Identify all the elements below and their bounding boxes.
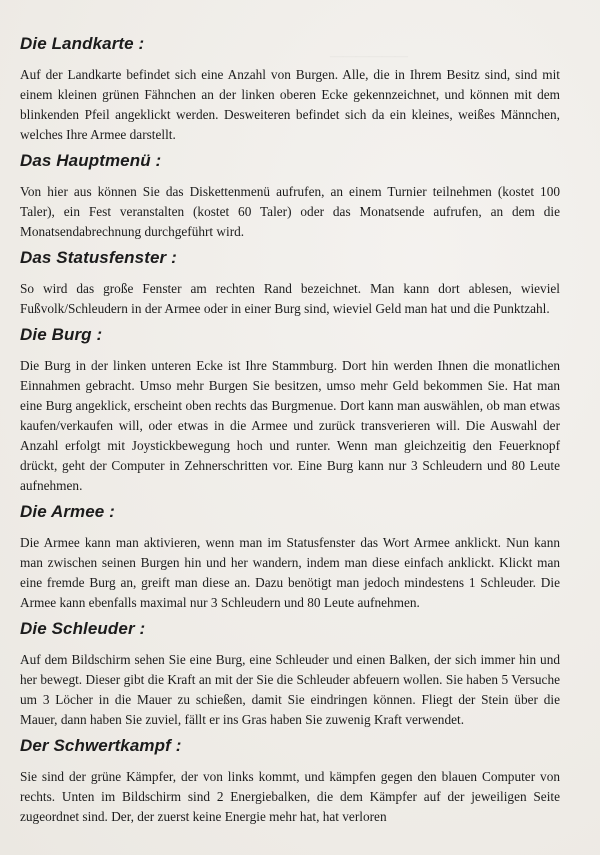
- section-body: Auf dem Bildschirm sehen Sie eine Burg, eine Schleuder und einen Balken, der sich immer hin und her bewegt. Dieser gibt die Kraft an mit der Sie die Schleuder abfeuern wollen. Sie haben 5 Versuche um 3 Löcher in die Mauer zu schießen, damit Sie eindringen können. Fliegt der Stein über die Mauer, dann haben Sie zuviel, fällt er ins Gras haben Sie zuwenig Kraft verwendet.: [20, 652, 560, 727]
- section-heading: Die Armee :: [20, 502, 115, 521]
- page-content: [20, 34, 560, 833]
- bleed-through-text: ——————: [330, 48, 408, 63]
- section-heading: Der Schwertkampf :: [20, 736, 182, 755]
- section-burg: [20, 325, 560, 496]
- section-body: Von hier aus können Sie das Diskettenmenü aufrufen, an einem Turnier teilnehmen (kostet 100 Taler), ein Fest veranstalten (kostet 60 Taler) oder das Monatsende aufrufen, an dem die Monatsendabrechnung durchgeführt wird.: [20, 184, 560, 239]
- section-heading: Die Burg :: [20, 325, 103, 344]
- section-body: Die Burg in der linken unteren Ecke ist Ihre Stammburg. Dort hin werden Ihnen die monatlichen Einnahmen gebracht. Umso mehr Burgen Sie besitzen, umso mehr Geld bekommen Sie. Hat man eine Burg angeklick, erscheint oben rechts das Burgmenue. Dort kann man auswählen, ob man etwas kaufen/verkaufen will, oder etwas in die Armee und zurück transverieren will. Die Auswahl der Anzahl erfolgt mit Joystickbewegung hoch und runter. Wenn man gleichzeitig den Feuerknopf drückt, geht der Computer in Zehnerschritten vor. Eine Burg kann nur 3 Schleudern und 80 Leute aufnehmen.: [20, 358, 561, 493]
- section-schwertkampf: [20, 736, 560, 827]
- section-statusfenster: [20, 248, 560, 319]
- section-body: Die Armee kann man aktivieren, wenn man im Statusfenster das Wort Armee anklickt. Nun kann man zwischen seinen Burgen hin und her wandern, indem man diese einfach anklickt. Klickt man eine fremde Burg an, greift man diese an. Dazu benötigt man jedoch mindestens 1 Schleuder. Die Armee kann ebenfalls maximal nur 3 Schleudern und 80 Leute aufnehmen.: [20, 535, 560, 610]
- section-heading: Das Statusfenster :: [20, 248, 177, 267]
- section-body: Auf der Landkarte befindet sich eine Anzahl von Burgen. Alle, die in Ihrem Besitz sind, sind mit einem kleinen grünen Fähnchen an der linken oberen Ecke gekennzeichnet, und können mit dem blinkenden Pfeil angeklickt werden. Desweiteren befindet sich da ein kleines, weißes Männchen, welches Ihre Armee darstellt.: [20, 67, 560, 142]
- section-body: So wird das große Fenster am rechten Rand bezeichnet. Man kann dort ablesen, wieviel Fußvolk/Schleudern in der Armee oder in einer Burg sind, wieviel Geld man hat und die Punktzahl.: [20, 281, 560, 316]
- section-heading: Das Hauptmenü :: [20, 151, 162, 170]
- section-armee: [20, 502, 560, 613]
- section-landkarte: [20, 34, 560, 145]
- section-heading: Die Schleuder :: [20, 619, 146, 638]
- section-hauptmenue: [20, 151, 560, 242]
- section-schleuder: [20, 619, 560, 730]
- section-body: Sie sind der grüne Kämpfer, der von links kommt, und kämpfen gegen den blauen Computer von rechts. Unten im Bildschirm sind 2 Energiebalken, die dem Kämpfer auf der jeweiligen Seite zugeordnet sind. Der, der zuerst keine Energie mehr hat, hat verloren: [20, 769, 560, 824]
- section-heading: Die Landkarte :: [20, 34, 145, 53]
